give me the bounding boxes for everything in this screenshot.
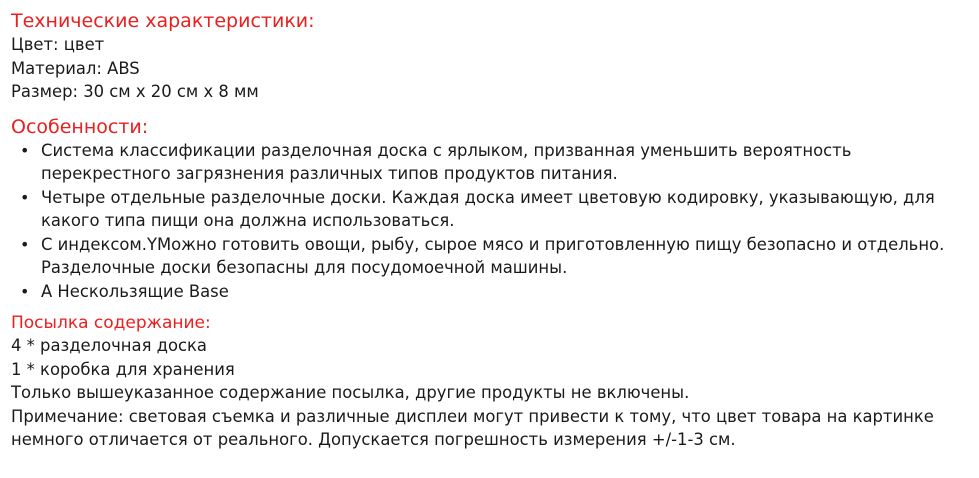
package-line-boards: 4 * разделочная доска: [11, 336, 207, 355]
package-heading: Посылка содержание:: [11, 313, 211, 333]
feature-text: Система классификации разделочная доска с ярлыком, призванная уменьшить вероятность перекрестного загрязнения различных типов продуктов питания.: [41, 140, 852, 183]
specs-section: [11, 9, 971, 104]
features-section: [11, 115, 971, 304]
features-list: [11, 139, 971, 304]
feature-text: Четыре отдельные разделочные доски. Каждая доска имеет цветовую кодировку, указывающую, для какого типа пищи она должна использоваться.: [41, 187, 935, 230]
bullet-icon: •: [20, 140, 30, 160]
bullet-icon: •: [20, 187, 30, 207]
feature-text: С индексом.YМожно готовить овощи, рыбу, сырое мясо и приготовленную пищу безопасно и отдельно. Разделочные доски безопасны для посудомоечной машины.: [41, 234, 945, 277]
package-line-box: 1 * коробка для хранения: [11, 359, 235, 379]
package-note: Примечание: световая съемка и различные дисплеи могут привести к тому, что цвет товара на картинке немного отличается от реального. Допускается погрешность измерения +/-1-3 см.: [11, 406, 934, 449]
product-description: [11, 9, 971, 452]
feature-text: A Нескользящие Base: [41, 281, 229, 301]
feature-item: [11, 139, 971, 186]
feature-item: [11, 186, 971, 233]
specs-heading: Технические характеристики:: [11, 10, 315, 32]
features-heading: Особенности:: [11, 115, 149, 138]
package-section: [11, 312, 971, 452]
spec-color: Цвет: цвет: [11, 35, 105, 54]
feature-item: [11, 280, 971, 304]
spec-size: Размер: 30 см х 20 см х 8 мм: [11, 82, 259, 101]
feature-item: [11, 233, 971, 280]
spec-material: Материал: ABS: [11, 58, 140, 78]
bullet-icon: •: [20, 281, 30, 301]
bullet-icon: •: [20, 234, 30, 254]
package-line-only: Только вышеуказанное содержание посылка, другие продукты не включены.: [11, 383, 690, 402]
